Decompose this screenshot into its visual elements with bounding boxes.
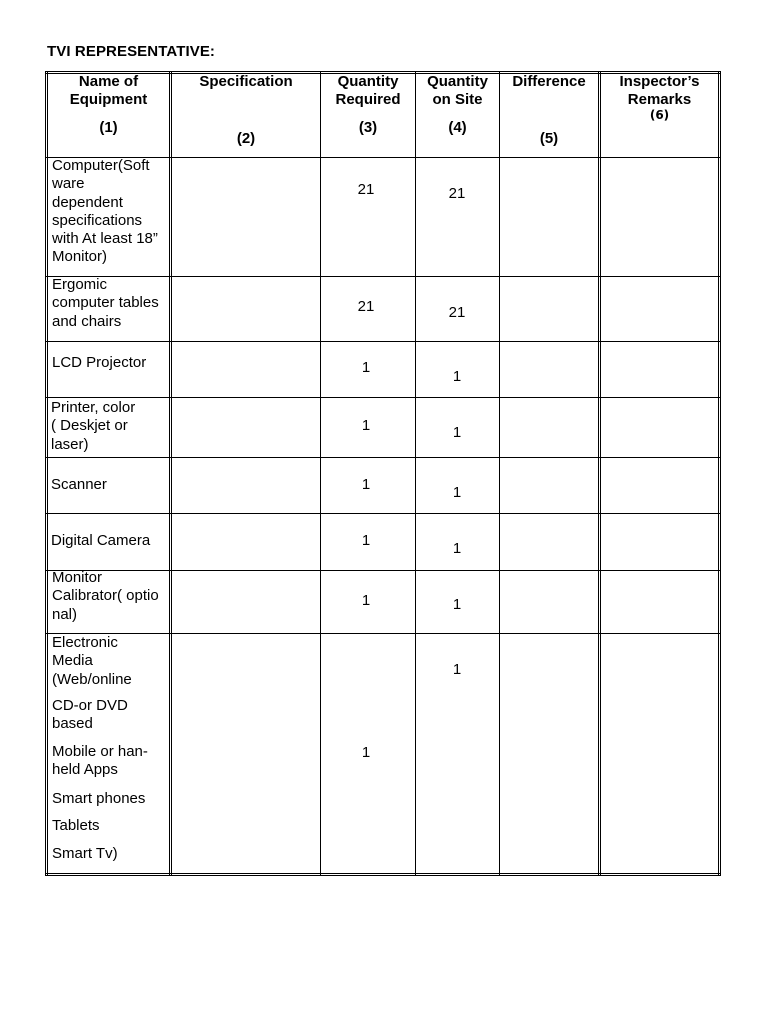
row-name-line: Electronic <box>52 634 118 651</box>
header-quantity-on-site <box>416 73 499 109</box>
header-quantity-required <box>321 73 415 109</box>
qty-on-site-value: 1 <box>452 484 462 501</box>
qty-required-value: 1 <box>361 359 371 376</box>
header-number: (4) <box>448 119 467 136</box>
header-inspectors-remarks <box>601 73 718 109</box>
header-label: Inspector’s <box>619 73 700 90</box>
row-name-line: Computer(Soft <box>52 157 150 174</box>
sub-item: Tablets <box>52 817 100 834</box>
row-name-line: ware <box>52 175 85 193</box>
header-label: Quantity <box>337 73 399 90</box>
header-label: Required <box>335 91 401 108</box>
qty-required-value: 1 <box>361 532 371 549</box>
table-row-name <box>52 569 159 624</box>
table-bottom-border <box>45 873 721 876</box>
sub-item <box>52 697 128 734</box>
row-name-line: Digital Camera <box>51 532 151 549</box>
row-name-line: LCD Projector <box>52 354 147 371</box>
row-name-line: Scanner <box>51 476 107 493</box>
header-name-of-equipment <box>48 73 169 109</box>
qty-required-value: 1 <box>361 744 371 761</box>
sub-item: Smart Tv) <box>52 845 118 862</box>
qty-on-site-value: 21 <box>448 185 466 202</box>
sub-item: Smart phones <box>52 790 146 807</box>
equipment-table <box>45 71 721 876</box>
sub-item-line: CD-or DVD <box>52 697 128 714</box>
qty-on-site-value: 1 <box>452 540 462 557</box>
header-label: Remarks <box>627 91 692 108</box>
qty-required-value: 21 <box>357 298 375 315</box>
row-name-line: ( Deskjet or <box>51 417 128 435</box>
qty-on-site-value: 1 <box>452 661 462 678</box>
header-number: (5) <box>539 130 559 147</box>
row-divider <box>45 397 721 398</box>
sub-item-line: based <box>52 715 93 733</box>
qty-on-site-value: 1 <box>452 368 462 385</box>
qty-on-site-value: 1 <box>452 424 462 441</box>
sub-item-line: Mobile or han- <box>52 743 148 760</box>
row-name-line: and chairs <box>52 312 122 330</box>
column-divider <box>598 71 599 876</box>
column-divider <box>499 71 500 876</box>
header-label: Name of <box>78 73 139 90</box>
page-title: TVI REPRESENTATIVE: <box>47 43 216 60</box>
table-row-name <box>52 634 132 689</box>
header-label: Difference <box>512 73 586 90</box>
header-number: (6) <box>649 108 670 122</box>
table-row-name <box>51 476 107 494</box>
qty-required-value: 1 <box>361 592 371 609</box>
row-name-line: Printer, color <box>51 399 136 416</box>
sub-item <box>52 743 148 780</box>
table-left-border <box>45 71 48 876</box>
row-divider <box>45 633 721 634</box>
qty-required-value: 21 <box>357 181 375 198</box>
row-name-line: nal) <box>52 605 78 623</box>
row-name-line: specifications <box>52 211 143 229</box>
column-divider <box>171 71 172 876</box>
row-name-line: with At least 18” <box>52 230 158 248</box>
row-divider <box>45 341 721 342</box>
table-row-name <box>52 276 159 331</box>
header-label: on Site <box>432 91 483 108</box>
row-name-line: Monitor) <box>52 248 108 266</box>
table-right-border <box>718 71 721 876</box>
qty-on-site-value: 1 <box>452 596 462 613</box>
row-name-line: (Web/online <box>52 670 132 688</box>
sub-item-line: held Apps <box>52 761 118 779</box>
column-divider <box>415 71 416 876</box>
row-name-line: Calibrator( optio <box>52 587 159 605</box>
header-specification <box>172 73 320 91</box>
row-name-line: Ergomic <box>52 276 108 293</box>
column-divider <box>320 71 321 876</box>
header-label: Equipment <box>69 91 148 108</box>
qty-on-site-value: 21 <box>448 304 466 321</box>
row-name-line: Monitor <box>52 569 103 586</box>
column-divider <box>169 71 170 876</box>
row-divider <box>45 513 721 514</box>
table-row-name <box>52 354 146 372</box>
header-label: Specification <box>199 73 293 90</box>
row-name-line: dependent <box>52 193 123 211</box>
qty-required-value: 1 <box>361 417 371 434</box>
qty-required-value: 1 <box>361 476 371 493</box>
column-divider <box>600 71 601 876</box>
row-name-line: computer tables <box>52 294 159 312</box>
table-row-name <box>52 157 158 267</box>
header-number: (2) <box>236 130 256 147</box>
header-difference <box>500 73 598 91</box>
table-row-name <box>51 532 150 550</box>
row-name-line: Media <box>52 652 93 670</box>
row-divider <box>45 457 721 458</box>
header-number: (3) <box>358 119 378 136</box>
header-number: (1) <box>99 119 118 136</box>
table-row-name <box>51 399 135 454</box>
row-name-line: laser) <box>51 435 89 453</box>
header-label: Quantity <box>427 73 488 90</box>
